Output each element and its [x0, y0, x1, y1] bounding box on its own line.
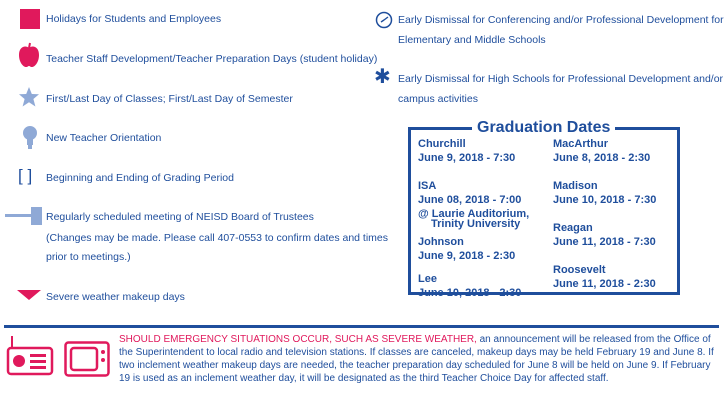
legend-board-note-1: (Changes may be made. Please call 407-0553 to confirm dates and times	[46, 232, 389, 244]
legend-early-dismissal-high-1: Early Dismissal for High Schools for Professional Development and/or	[398, 73, 724, 85]
legend-first-last-day: First/Last Day of Classes; First/Last Day of Semester	[46, 93, 293, 105]
grad-macarthur-date: June 8, 2018 - 2:30	[553, 152, 651, 164]
grad-isa-note-2: Trinity University	[431, 218, 521, 230]
grad-isa-school: ISA	[418, 180, 437, 192]
asterisk-icon: ✱	[374, 64, 391, 88]
emergency-notice-body: an announcement will be released from the Office of the Superintendent to local radio and television stations. If classes are canceled, makeup days may be held February 19 and June 8. If two inclement weather makeup days are needed, the teacher preparation day scheduled for June 8 will be held on June 9. If February 19 is used as an inclement weather day, it will be designated as the third Teacher Choice Day for affected staff.	[119, 334, 714, 384]
grad-johnson-date: June 9, 2018 - 2:30	[418, 250, 516, 262]
emergency-notice	[119, 333, 719, 385]
graduation-title: Graduation Dates	[472, 119, 615, 137]
gavel-icon	[5, 206, 43, 229]
grad-madison-school: Madison	[553, 180, 598, 192]
legend-staff-development: Teacher Staff Development/Teacher Preparation Days (student holiday)	[46, 53, 378, 65]
grad-roosevelt-date: June 11, 2018 - 2:30	[553, 278, 656, 290]
grad-madison-date: June 10, 2018 - 7:30	[553, 194, 657, 206]
grad-churchill-date: June 9, 2018 - 7:30	[418, 152, 516, 164]
emergency-notice-highlight: SHOULD EMERGENCY SITUATIONS OCCUR, SUCH AS SEVERE WEATHER,	[119, 334, 477, 345]
legend-severe-weather: Severe weather makeup days	[46, 291, 185, 303]
legend-early-dismissal-elem-2: Elementary and Middle Schools	[398, 34, 546, 46]
star-icon	[18, 86, 40, 111]
grad-lee-school: Lee	[418, 273, 437, 285]
bottom-divider	[4, 325, 719, 328]
legend-new-teacher: New Teacher Orientation	[46, 132, 162, 144]
television-icon	[64, 341, 110, 380]
grad-reagan-date: June 11, 2018 - 7:30	[553, 236, 656, 248]
legend-early-dismissal-high-2: campus activities	[398, 93, 478, 105]
red-square-icon	[20, 9, 40, 29]
apple-icon	[18, 42, 40, 71]
legend-holidays: Holidays for Students and Employees	[46, 13, 222, 25]
legend-early-dismissal-elem-1: Early Dismissal for Conferencing and/or Professional Development for	[398, 14, 724, 26]
grad-roosevelt-school: Roosevelt	[553, 264, 606, 276]
clock-icon	[375, 11, 393, 32]
red-triangle-icon	[17, 290, 41, 303]
lightbulb-icon	[22, 125, 38, 154]
grad-churchill-school: Churchill	[418, 138, 466, 150]
legend-board-note-2: prior to meetings.)	[46, 251, 131, 263]
grad-lee-date: June 10, 2018 - 2:30	[418, 287, 522, 299]
grad-isa-note-1: @ Laurie Auditorium,	[418, 208, 530, 220]
legend-board-meeting: Regularly scheduled meeting of NEISD Board of Trustees	[46, 211, 314, 223]
legend-grading-period: Beginning and Ending of Grading Period	[46, 172, 234, 184]
grad-reagan-school: Reagan	[553, 222, 593, 234]
grad-johnson-school: Johnson	[418, 236, 464, 248]
brackets-icon: [ ]	[18, 166, 33, 185]
grad-macarthur-school: MacArthur	[553, 138, 609, 150]
grad-isa-date: June 08, 2018 - 7:00	[418, 194, 522, 206]
radio-icon	[6, 334, 54, 379]
